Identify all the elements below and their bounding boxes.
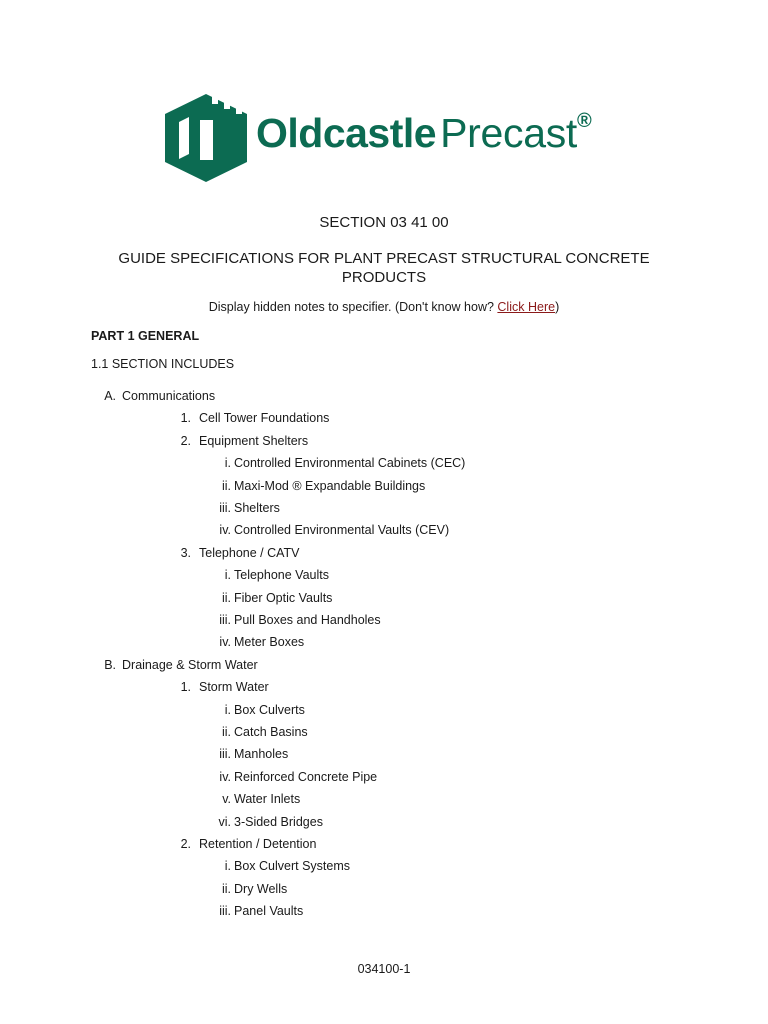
outline-item	[157, 815, 517, 831]
outline-item-number: iv.	[219, 635, 231, 649]
outline-item-text: Catch Basins	[234, 725, 308, 739]
outline-item-number: 1.	[180, 680, 191, 694]
outline-item	[157, 523, 517, 539]
outline-item	[157, 725, 517, 741]
outline-item	[167, 434, 467, 450]
outline-item	[157, 501, 517, 517]
outline-item-text: Retention / Detention	[199, 837, 317, 851]
outline-item	[157, 479, 517, 495]
outline-item-number: 3.	[180, 546, 191, 560]
logo-wordmark	[256, 110, 592, 156]
outline-item-number: iii.	[219, 613, 231, 627]
click-here-link[interactable]: Click Here	[497, 300, 556, 314]
outline-item	[157, 859, 517, 875]
outline-item	[157, 882, 517, 898]
outline-item-text: 3-Sided Bridges	[234, 815, 323, 829]
outline-item-text: Controlled Environmental Vaults (CEV)	[234, 523, 450, 537]
outline-item	[167, 837, 467, 853]
outline-item	[157, 703, 517, 719]
outline-item-number: vi.	[218, 815, 231, 829]
outline-item-number: 2.	[180, 837, 191, 851]
outline-item-number: iv.	[219, 523, 231, 537]
hidden-notes-line	[0, 300, 768, 314]
outline-item-number: i.	[224, 568, 231, 582]
outline-item-number: iv.	[219, 770, 231, 784]
outline-item	[157, 613, 517, 629]
outline-item	[86, 658, 386, 674]
outline-item	[157, 747, 517, 763]
outline-item-number: B.	[104, 658, 116, 672]
outline-item-text: Telephone Vaults	[234, 568, 329, 582]
outline-item-number: iii.	[219, 501, 231, 515]
outline-item-text: Meter Boxes	[234, 635, 305, 649]
logo-text-oldcastle: Oldcastle	[256, 110, 437, 156]
outline-item-text: Panel Vaults	[234, 904, 304, 918]
outline-item	[157, 770, 517, 786]
outline-item-number: 2.	[180, 434, 191, 448]
outline-item	[157, 904, 517, 920]
outline-item	[157, 635, 517, 651]
hidden-notes-close: )	[555, 300, 560, 314]
outline-item-text: Drainage & Storm Water	[122, 658, 258, 672]
outline-item	[157, 456, 517, 472]
outline-item-text: Equipment Shelters	[199, 434, 309, 448]
outline-item-number: v.	[222, 792, 231, 806]
outline-item-text: Box Culverts	[234, 703, 305, 717]
part-heading: PART 1 GENERAL	[91, 329, 200, 343]
outline-item-text: Communications	[122, 389, 216, 403]
outline-item-number: iii.	[219, 747, 231, 761]
outline-item-number: i.	[224, 456, 231, 470]
oldcastle-precast-logo	[163, 92, 613, 184]
outline-item-number: ii.	[221, 725, 231, 739]
outline-item-text: Box Culvert Systems	[234, 859, 351, 873]
outline-item-text: Controlled Environmental Cabinets (CEC)	[234, 456, 466, 470]
outline-item-number: ii.	[221, 882, 231, 896]
document-title: GUIDE SPECIFICATIONS FOR PLANT PRECAST STRUCTURAL CONCRETE PRODUCTS	[118, 250, 650, 286]
outline-item	[167, 411, 467, 427]
outline-item-text: Storm Water	[199, 680, 269, 694]
outline-item-number: iii.	[219, 904, 231, 918]
section-number: SECTION 03 41 00	[319, 214, 449, 231]
outline-item-text: Pull Boxes and Handholes	[234, 613, 381, 627]
outline-item-text: Dry Wells	[234, 882, 288, 896]
outline-item-text: Shelters	[234, 501, 280, 515]
outline-item-text: Maxi-Mod ® Expandable Buildings	[234, 479, 426, 493]
outline-item-text: Water Inlets	[234, 792, 301, 806]
outline-item-text: Manholes	[234, 747, 289, 761]
outline-item-text: Cell Tower Foundations	[199, 411, 330, 425]
outline-item-number: i.	[224, 859, 231, 873]
logo-text-precast: Precast	[440, 110, 577, 156]
outline-item-text: Fiber Optic Vaults	[234, 591, 333, 605]
outline-item	[167, 546, 467, 562]
outline-item-text: Telephone / CATV	[199, 546, 300, 560]
outline-item	[167, 680, 467, 696]
outline-item-text: Reinforced Concrete Pipe	[234, 770, 378, 784]
outline-item-number: i.	[224, 703, 231, 717]
outline-item-number: ii.	[221, 591, 231, 605]
outline-item-number: A.	[104, 389, 116, 403]
subsection-heading: 1.1 SECTION INCLUDES	[91, 357, 235, 371]
outline-item-number: ii.	[221, 479, 231, 493]
outline-item	[157, 591, 517, 607]
registered-mark: ®	[577, 110, 592, 132]
hidden-notes-text: Display hidden notes to specifier. (Don't know how?	[208, 300, 498, 314]
outline-item-number: 1.	[180, 411, 191, 425]
page-footer: 034100-1	[357, 962, 411, 976]
outline-item	[157, 568, 517, 584]
outline-item	[86, 389, 386, 405]
outline-item	[157, 792, 517, 808]
castle-logo-icon	[163, 92, 249, 184]
